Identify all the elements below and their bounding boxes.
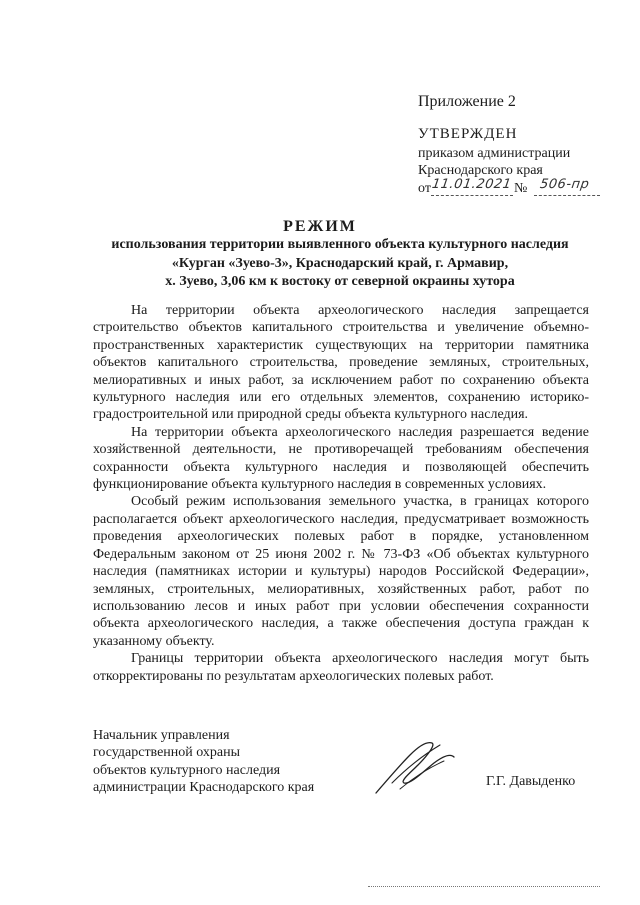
document-body (93, 302, 589, 685)
approval-line: приказом администрации (418, 146, 571, 161)
approval-block (418, 126, 591, 198)
handwritten-number: 506-пр (538, 177, 591, 192)
paragraph: На территории объекта археологического наследия разрешается ведение хозяйственной деятельности, не противоречащей требованиям обеспечения сохранности объекта культурного наследия и позволяющей обеспечить функционирование объекта культурного наследия в современных условиях. (93, 424, 589, 493)
number-prefix: № (514, 181, 528, 196)
position-line: администрации Краснодарского края (93, 780, 315, 796)
footer-rule (368, 886, 600, 887)
appendix-label: Приложение 2 (418, 93, 516, 110)
approved-label: УТВЕРЖДЕН (418, 126, 518, 142)
signatory-name: Г.Г. Давыденко (486, 774, 576, 789)
date-underline (431, 195, 513, 196)
subtitle-line: использования территории выявленного объекта культурного наследия (111, 237, 569, 252)
signatory-position (93, 727, 314, 797)
number-underline (534, 195, 600, 196)
position-line: государственной охраны (93, 745, 241, 761)
paragraph: Границы территории объекта археологического наследия могут быть откорректированы по результатам археологических полевых работ. (93, 651, 589, 684)
subtitle-line: х. Зуево, 3,06 км к востоку от северной окраины хутора (165, 274, 515, 289)
order-date-line (418, 177, 591, 198)
handwritten-date: 11.01.2021 (430, 177, 513, 192)
position-line: объектов культурного наследия (93, 762, 281, 778)
subtitle-line: «Курган «Зуево-3», Краснодарский край, г. Армавир, (171, 255, 509, 271)
approval-line: Краснодарского края (418, 163, 543, 178)
document-subtitle (90, 236, 590, 292)
paragraph: Особый режим использования земельного участка, в границах которого располагается объект археологического наследия, предусматривает возможность проведения археологических полевых работ в порядке, установленном Федеральным законом от 25 июня 2002 г. № 73-ФЗ «Об объектах культурного наследия (памятниках истории и культуры) народов Российской Федерации», земляных, строительных, мелиоративных, хозяйственных работ, работ по использованию лесов и иных работ при условии обеспечения сохранности объекта археологического наследия, а также обеспечения доступа граждан к указанному объекту. (93, 494, 589, 649)
document-title: РЕЖИМ (283, 218, 357, 235)
paragraph: На территории объекта археологического наследия запрещается строительство объектов капитального строительства и увеличение объемно-пространственных характеристик существующих на территории памятника объектов капитального строительства, проведение земляных, строительных, мелиоративных и иных работ, за исключением работ по сохранению объекта культурного наследия или его отдельных элементов, сохранению историко-градостроительной или природной среды объекта культурного наследия. (93, 303, 589, 423)
date-prefix: от (418, 181, 431, 196)
handwritten-signature (370, 735, 460, 799)
position-line: Начальник управления (93, 728, 230, 743)
